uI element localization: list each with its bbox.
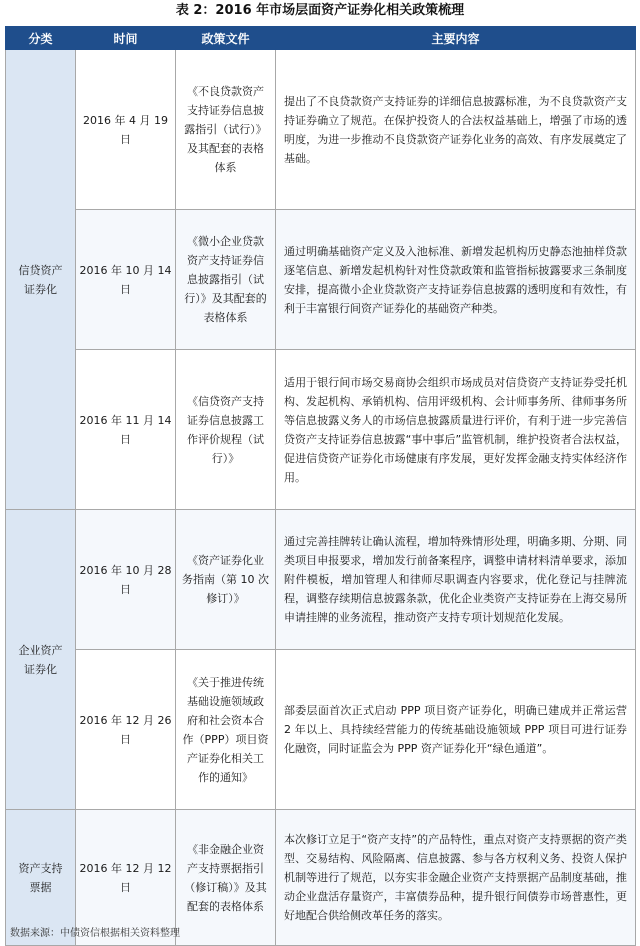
date-cell: 2016 年 10 月 14 日 bbox=[76, 210, 176, 350]
table-row bbox=[6, 650, 636, 810]
content-cell: 通过完善挂牌转让确认流程，增加特殊情形处理，明确多期、分期、同类项目申报要求，增加发行前备案程序，调整申请材料清单要求，添加附件模板，增加管理人和律师尽职调查内容要求，优化登记与挂牌流程，调整存续期信息披露条款，优化企业类资产支持证券在上海交易所申请挂牌的业务流程，推动资产支持专项计划规范化发展。 bbox=[276, 510, 636, 650]
document-cell: 《信贷资产支持证券信息披露工作评价规程（试行）》 bbox=[176, 350, 276, 510]
document-cell: 《资产证券化业务指南（第 10 次修订）》 bbox=[176, 510, 276, 650]
content-cell: 部委层面首次正式启动 PPP 项目资产证券化，明确已建成并正常运营 2 年以上、具持续经营能力的传统基础设施领域 PPP 项目可进行证券化融资，同时证监会为 PPP 资产证券化开“绿色通道”。 bbox=[276, 650, 636, 810]
content-cell: 适用于银行间市场交易商协会组织市场成员对信贷资产支持证券受托机构、发起机构、承销机构、信用评级机构、会计师事务所、律师事务所等信息披露义务人的市场信息披露质量进行评价，有利于进一步完善信贷资产支持证券信息披露“事中事后”监管机制，维护投资者合法权益，促进信贷资产证券化市场健康有序发展，更好发挥金融支持实体经济作用。 bbox=[276, 350, 636, 510]
header-date: 时间 bbox=[76, 27, 176, 50]
category-cell: 资产支持票据 bbox=[6, 810, 76, 946]
header-content: 主要内容 bbox=[276, 27, 636, 50]
content-cell: 通过明确基础资产定义及入池标准、新增发起机构历史静态池抽样贷款逐笔信息、新增发起机构针对性贷款政策和监管指标披露要求三条制度安排，提高微小企业贷款资产支持证券信息披露的透明度和有效性，有利于丰富银行间资产证券化的基础资产种类。 bbox=[276, 210, 636, 350]
date-cell: 2016 年 11 月 14 日 bbox=[76, 350, 176, 510]
table-header-row bbox=[6, 27, 636, 50]
header-document: 政策文件 bbox=[176, 27, 276, 50]
table-row bbox=[6, 510, 636, 650]
date-cell: 2016 年 4 月 19 日 bbox=[76, 50, 176, 210]
category-cell: 信贷资产证券化 bbox=[6, 50, 76, 510]
date-cell: 2016 年 12 月 26 日 bbox=[76, 650, 176, 810]
table-title: 表 2：2016 年市场层面资产证券化相关政策梳理 bbox=[175, 3, 465, 18]
document-cell: 《关于推进传统基础设施领域政府和社会资本合作（PPP）项目资产证券化相关工作的通知》 bbox=[176, 650, 276, 810]
date-cell: 2016 年 10 月 28 日 bbox=[76, 510, 176, 650]
category-cell: 企业资产证券化 bbox=[6, 510, 76, 810]
document-cell: 《微小企业贷款资产支持证券信息披露指引（试行）》及其配套的表格体系 bbox=[176, 210, 276, 350]
content-cell: 提出了不良贷款资产支持证券的详细信息披露标准，为不良贷款资产支持证券确立了规范。在保护投资人的合法权益基础上，增强了市场的透明度，为进一步推动不良贷款资产证券化业务的高效、有序发展奠定了基础。 bbox=[276, 50, 636, 210]
header-category: 分类 bbox=[6, 27, 76, 50]
data-source-note: 数据来源：中债资信根据相关资料整理 bbox=[10, 928, 180, 939]
table-row bbox=[6, 350, 636, 510]
document-cell: 《非金融企业资产支持票据指引（修订稿）》及其配套的表格体系 bbox=[176, 810, 276, 946]
content-cell: 本次修订立足于“资产支持”的产品特性，重点对资产支持票据的资产类型、交易结构、风险隔离、信息披露、参与各方权利义务、投资人保护机制等进行了规范，以夯实非金融企业资产支持票据产品制度基础，推动企业盘活存量资产，丰富债券品种，提升银行间债券市场普惠性，更好地配合供给侧改革任务的落实。 bbox=[276, 810, 636, 946]
document-cell: 《不良贷款资产支持证券信息披露指引（试行）》及其配套的表格体系 bbox=[176, 50, 276, 210]
date-cell: 2016 年 12 月 12 日 bbox=[76, 810, 176, 946]
table-row bbox=[6, 210, 636, 350]
table-row bbox=[6, 50, 636, 210]
policy-table bbox=[5, 26, 636, 946]
